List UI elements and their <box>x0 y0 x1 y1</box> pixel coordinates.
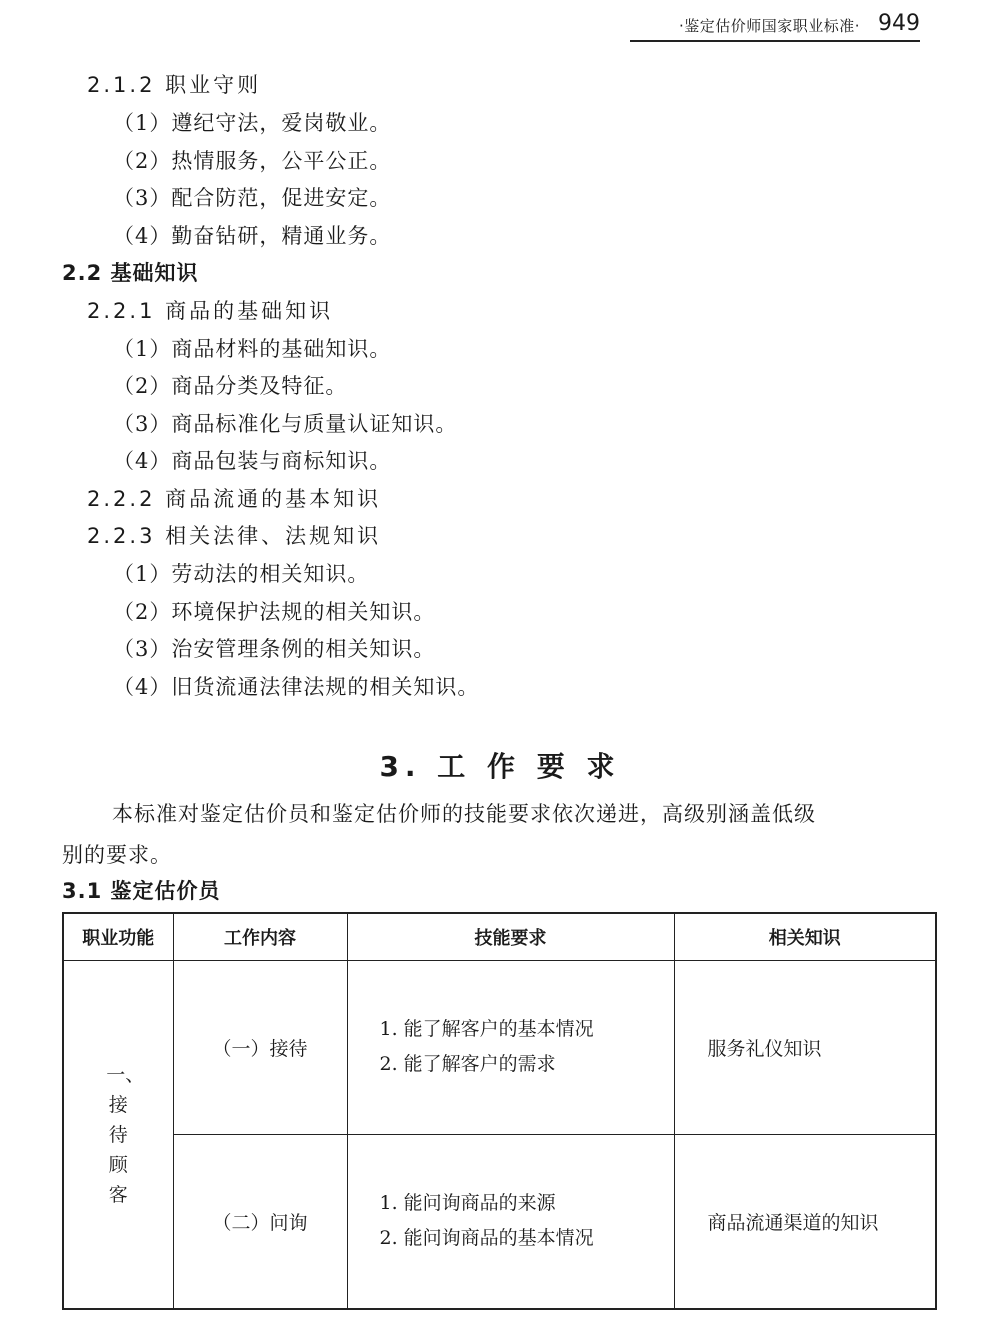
skills-table <box>62 912 937 1310</box>
section-heading-2-2-3: 2.2.3 相关法律、法规知识 <box>87 524 382 548</box>
section-heading-2-2-2: 2.2.2 商品流通的基本知识 <box>87 487 382 511</box>
intro-line-1: 本标准对鉴定估价员和鉴定估价师的技能要求依次递进，高级别涵盖低级 <box>112 802 816 826</box>
list-item: （4）商品包装与商标知识。 <box>113 449 392 473</box>
list-item: （2）商品分类及特征。 <box>113 374 348 398</box>
section-heading-2-2: 2.2 基础知识 <box>62 261 199 285</box>
skill-item: 1. 能问询商品的来源 <box>379 1192 556 1215</box>
chapter-title: 3. 工 作 要 求 <box>379 750 621 783</box>
intro-line-2: 别的要求。 <box>62 843 172 867</box>
column-header: 相关知识 <box>674 913 936 961</box>
skills-cell <box>347 1134 674 1309</box>
section-heading-3-1: 3.1 鉴定估价员 <box>62 879 221 903</box>
function-cell <box>63 961 173 1310</box>
column-header: 工作内容 <box>173 913 347 961</box>
list-item: （3）配合防范，促进安定。 <box>113 186 392 210</box>
list-item: （1）商品材料的基础知识。 <box>113 337 392 361</box>
list-item: （2）环境保护法规的相关知识。 <box>113 600 436 624</box>
content-cell: （一）接待 <box>173 961 347 1135</box>
running-title: ·鉴定估价师国家职业标准· <box>678 17 860 35</box>
column-header: 职业功能 <box>63 913 173 961</box>
function-label: 一、接待顾客 <box>106 1063 145 1206</box>
knowledge-cell: 商品流通渠道的知识 <box>674 1134 936 1309</box>
list-item: （4）旧货流通法律法规的相关知识。 <box>113 675 480 699</box>
skills-cell <box>347 961 674 1135</box>
section-heading-2-2-1: 2.2.1 商品的基础知识 <box>87 299 334 323</box>
list-item: （2）热情服务，公平公正。 <box>113 149 392 173</box>
section-heading-2-1-2: 2.1.2 职业守则 <box>87 73 262 97</box>
column-header: 技能要求 <box>347 913 674 961</box>
list-item: （3）治安管理条例的相关知识。 <box>113 637 436 661</box>
knowledge-cell: 服务礼仪知识 <box>674 961 936 1135</box>
list-item: （3）商品标准化与质量认证知识。 <box>113 412 458 436</box>
list-item: （1）劳动法的相关知识。 <box>113 562 370 586</box>
skill-item: 2. 能问询商品的基本情况 <box>379 1227 594 1250</box>
content-cell: （二）问询 <box>173 1134 347 1309</box>
table-row <box>63 961 936 1135</box>
list-item: （4）勤奋钻研，精通业务。 <box>113 224 392 248</box>
page-number: 949 <box>878 11 920 36</box>
intro-paragraph <box>62 795 937 833</box>
skill-item: 2. 能了解客户的需求 <box>379 1053 556 1076</box>
table-header-row <box>63 913 936 961</box>
list-item: （1）遵纪守法，爱岗敬业。 <box>113 111 392 135</box>
running-header <box>630 12 920 42</box>
skill-item: 1. 能了解客户的基本情况 <box>379 1018 594 1041</box>
table-row <box>63 1134 936 1309</box>
